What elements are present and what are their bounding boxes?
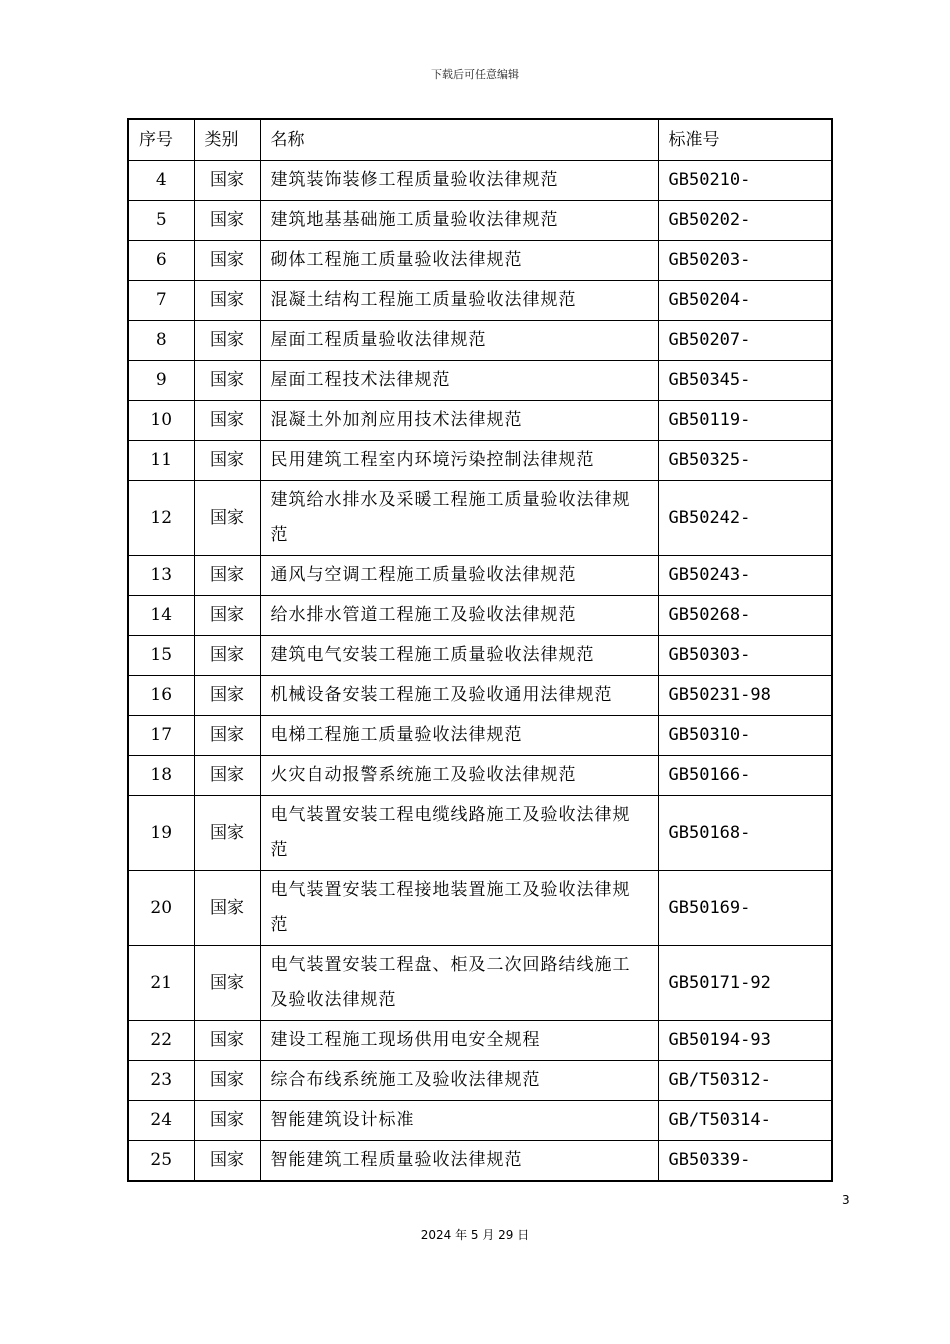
table-body bbox=[128, 161, 832, 1182]
row-category: 国家 bbox=[194, 1101, 260, 1141]
row-category: 国家 bbox=[194, 1141, 260, 1182]
row-category: 国家 bbox=[194, 361, 260, 401]
row-number: 20 bbox=[128, 871, 194, 946]
row-name: 综合布线系统施工及验收法律规范 bbox=[260, 1061, 658, 1101]
row-name: 智能建筑设计标准 bbox=[260, 1101, 658, 1141]
row-code: GB50171-92 bbox=[658, 946, 832, 1021]
row-number: 12 bbox=[128, 481, 194, 556]
row-number: 13 bbox=[128, 556, 194, 596]
row-name: 混凝土外加剂应用技术法律规范 bbox=[260, 401, 658, 441]
table-row bbox=[128, 241, 832, 281]
row-code: GB/T50312- bbox=[658, 1061, 832, 1101]
table-header-row bbox=[128, 119, 832, 161]
header-note: 下载后可任意编辑 bbox=[431, 68, 519, 81]
row-category: 国家 bbox=[194, 716, 260, 756]
row-code: GB50207- bbox=[658, 321, 832, 361]
table-row bbox=[128, 321, 832, 361]
row-name: 电气装置安装工程接地装置施工及验收法律规范 bbox=[260, 871, 658, 946]
row-name: 屋面工程质量验收法律规范 bbox=[260, 321, 658, 361]
row-number: 7 bbox=[128, 281, 194, 321]
row-number: 18 bbox=[128, 756, 194, 796]
row-name: 火灾自动报警系统施工及验收法律规范 bbox=[260, 756, 658, 796]
table-row bbox=[128, 1141, 832, 1182]
row-code: GB50166- bbox=[658, 756, 832, 796]
table-row bbox=[128, 1101, 832, 1141]
row-code: GB50243- bbox=[658, 556, 832, 596]
table-row bbox=[128, 401, 832, 441]
row-number: 22 bbox=[128, 1021, 194, 1061]
row-number: 9 bbox=[128, 361, 194, 401]
row-name: 机械设备安装工程施工及验收通用法律规范 bbox=[260, 676, 658, 716]
table-row bbox=[128, 636, 832, 676]
row-code: GB50203- bbox=[658, 241, 832, 281]
row-name: 电气装置安装工程盘、柜及二次回路结线施工及验收法律规范 bbox=[260, 946, 658, 1021]
row-code: GB50310- bbox=[658, 716, 832, 756]
row-category: 国家 bbox=[194, 281, 260, 321]
table-row bbox=[128, 596, 832, 636]
standards-table bbox=[127, 118, 833, 1182]
table-row bbox=[128, 281, 832, 321]
row-code: GB50345- bbox=[658, 361, 832, 401]
row-name: 混凝土结构工程施工质量验收法律规范 bbox=[260, 281, 658, 321]
row-category: 国家 bbox=[194, 321, 260, 361]
header-code: 标准号 bbox=[658, 119, 832, 161]
row-code: GB50303- bbox=[658, 636, 832, 676]
row-category: 国家 bbox=[194, 636, 260, 676]
table-row bbox=[128, 481, 832, 556]
row-number: 21 bbox=[128, 946, 194, 1021]
table-row bbox=[128, 1061, 832, 1101]
row-name: 建筑电气安装工程施工质量验收法律规范 bbox=[260, 636, 658, 676]
row-number: 4 bbox=[128, 161, 194, 201]
row-number: 5 bbox=[128, 201, 194, 241]
row-code: GB50325- bbox=[658, 441, 832, 481]
row-category: 国家 bbox=[194, 871, 260, 946]
row-number: 10 bbox=[128, 401, 194, 441]
row-category: 国家 bbox=[194, 756, 260, 796]
table-row bbox=[128, 361, 832, 401]
row-code: GB50202- bbox=[658, 201, 832, 241]
row-name: 电气装置安装工程电缆线路施工及验收法律规范 bbox=[260, 796, 658, 871]
row-number: 8 bbox=[128, 321, 194, 361]
row-name: 建筑给水排水及采暖工程施工质量验收法律规范 bbox=[260, 481, 658, 556]
row-category: 国家 bbox=[194, 1061, 260, 1101]
table-row bbox=[128, 1021, 832, 1061]
row-category: 国家 bbox=[194, 481, 260, 556]
row-number: 19 bbox=[128, 796, 194, 871]
table-row bbox=[128, 871, 832, 946]
row-category: 国家 bbox=[194, 676, 260, 716]
row-name: 电梯工程施工质量验收法律规范 bbox=[260, 716, 658, 756]
row-name: 给水排水管道工程施工及验收法律规范 bbox=[260, 596, 658, 636]
row-number: 16 bbox=[128, 676, 194, 716]
row-category: 国家 bbox=[194, 946, 260, 1021]
row-name: 智能建筑工程质量验收法律规范 bbox=[260, 1141, 658, 1182]
table-row bbox=[128, 556, 832, 596]
row-code: GB50242- bbox=[658, 481, 832, 556]
row-name: 屋面工程技术法律规范 bbox=[260, 361, 658, 401]
row-name: 建设工程施工现场供用电安全规程 bbox=[260, 1021, 658, 1061]
row-category: 国家 bbox=[194, 556, 260, 596]
table-row bbox=[128, 676, 832, 716]
row-code: GB50339- bbox=[658, 1141, 832, 1182]
row-name: 民用建筑工程室内环境污染控制法律规范 bbox=[260, 441, 658, 481]
row-code: GB/T50314- bbox=[658, 1101, 832, 1141]
row-code: GB50194-93 bbox=[658, 1021, 832, 1061]
row-code: GB50168- bbox=[658, 796, 832, 871]
row-number: 23 bbox=[128, 1061, 194, 1101]
row-category: 国家 bbox=[194, 596, 260, 636]
row-code: GB50204- bbox=[658, 281, 832, 321]
row-code: GB50169- bbox=[658, 871, 832, 946]
footer-date: 2024 年 5 月 29 日 bbox=[420, 1228, 530, 1242]
row-name: 砌体工程施工质量验收法律规范 bbox=[260, 241, 658, 281]
header-no: 序号 bbox=[128, 119, 194, 161]
row-code: GB50268- bbox=[658, 596, 832, 636]
row-number: 14 bbox=[128, 596, 194, 636]
row-code: GB50119- bbox=[658, 401, 832, 441]
row-number: 15 bbox=[128, 636, 194, 676]
row-number: 25 bbox=[128, 1141, 194, 1182]
row-category: 国家 bbox=[194, 201, 260, 241]
table-row bbox=[128, 161, 832, 201]
row-category: 国家 bbox=[194, 796, 260, 871]
row-category: 国家 bbox=[194, 161, 260, 201]
table-row bbox=[128, 756, 832, 796]
row-name: 通风与空调工程施工质量验收法律规范 bbox=[260, 556, 658, 596]
page-number: 3 bbox=[842, 1193, 850, 1207]
table-row bbox=[128, 201, 832, 241]
row-number: 6 bbox=[128, 241, 194, 281]
row-code: GB50231-98 bbox=[658, 676, 832, 716]
row-name: 建筑装饰装修工程质量验收法律规范 bbox=[260, 161, 658, 201]
row-number: 24 bbox=[128, 1101, 194, 1141]
table-row bbox=[128, 716, 832, 756]
row-number: 11 bbox=[128, 441, 194, 481]
table-row bbox=[128, 946, 832, 1021]
row-category: 国家 bbox=[194, 401, 260, 441]
row-number: 17 bbox=[128, 716, 194, 756]
header-name: 名称 bbox=[260, 119, 658, 161]
table-row bbox=[128, 441, 832, 481]
row-code: GB50210- bbox=[658, 161, 832, 201]
row-category: 国家 bbox=[194, 241, 260, 281]
row-category: 国家 bbox=[194, 1021, 260, 1061]
header-category: 类别 bbox=[194, 119, 260, 161]
table-row bbox=[128, 796, 832, 871]
row-category: 国家 bbox=[194, 441, 260, 481]
row-name: 建筑地基基础施工质量验收法律规范 bbox=[260, 201, 658, 241]
